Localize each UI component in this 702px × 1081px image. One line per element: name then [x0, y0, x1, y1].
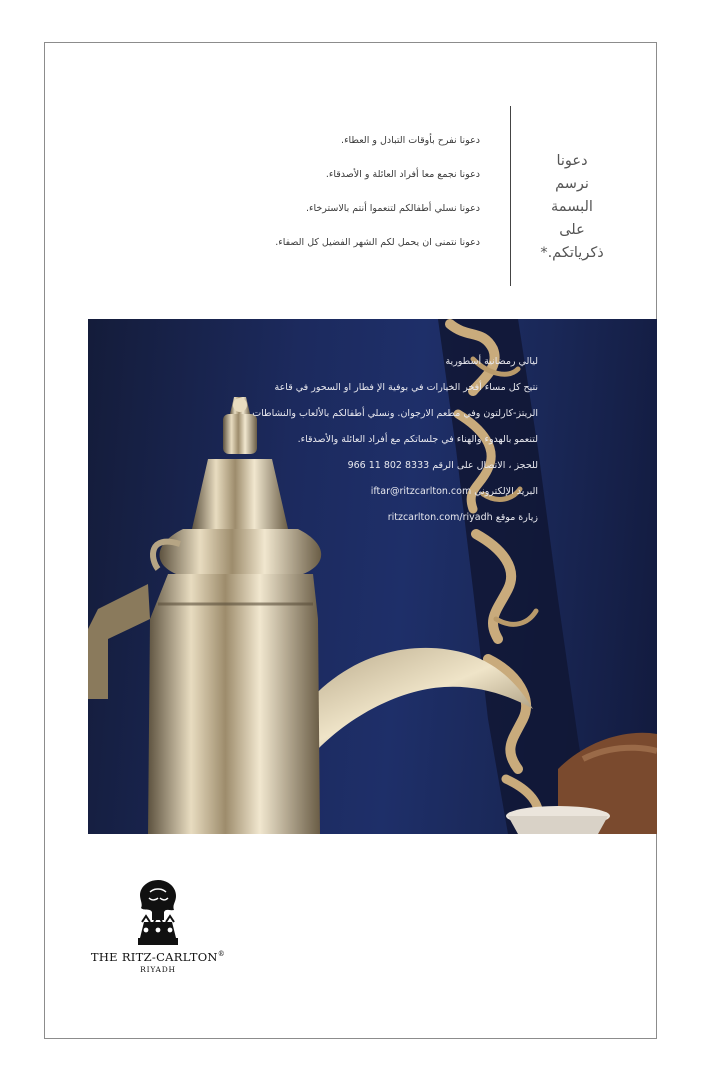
offer-details — [252, 355, 538, 537]
vertical-divider — [510, 106, 511, 286]
offer-title: ليالي رمضانية أسطورية — [445, 356, 538, 367]
brand-name: THE RITZ-CARLTON® — [90, 950, 226, 964]
dallah-coffee-pot-photo — [88, 319, 657, 834]
headline-line: ذكرياتكم.* — [540, 245, 604, 261]
ritz-carlton-logo — [88, 878, 228, 974]
brand-city: RIYADH — [140, 965, 176, 974]
intro-line: دعونا نتمنى ان يحمل لكم الشهر الفضيل كل الصفاء. — [275, 237, 480, 248]
intro-line: دعونا نسلي أطفالكم لتنعموا أنتم بالاسترخاء. — [306, 203, 480, 214]
email-link[interactable]: iftar@ritzcarlton.com — [370, 486, 472, 497]
email-line — [268, 485, 538, 511]
intro-text — [250, 134, 480, 270]
headline-line: نرسم — [555, 176, 589, 192]
website-link[interactable]: ritzcarlton.com/riyadh — [387, 512, 493, 523]
offer-body-line: لتنعمو بالهدوء والهناء في جلساتكم مع أفراد العائلة والأصدقاء. — [297, 434, 538, 445]
headline-line: دعونا — [556, 153, 588, 169]
intro-line: دعونا نجمع معا أفراد العائلة و الأصدقاء. — [325, 169, 480, 180]
booking-label: للحجز ، الاتصال على الرقم — [432, 460, 538, 471]
offer-body-line: نتيح كل مساء أفخر الخيارات في بوفية الإ فطار او السحور في قاعة — [274, 382, 538, 393]
headline-line: البسمة — [551, 199, 593, 215]
phone-number[interactable]: 966 11 802 8333 — [347, 460, 430, 471]
website-label: زيارة موقع — [495, 512, 538, 523]
offer-body-line: الريتز-كارلتون وفي مطعم الارجوان. ونسلي أطفالكم بالألعاب والنشاطات — [252, 408, 538, 419]
headline-line: على — [559, 222, 585, 238]
website-line — [268, 511, 538, 537]
email-label: البريد الإلكتروني — [474, 486, 538, 497]
intro-line: دعونا نفرح بأوقات التبادل و العطاء. — [341, 135, 480, 146]
headline — [527, 150, 617, 265]
lion-crown-icon — [134, 878, 182, 948]
booking-line — [268, 459, 538, 485]
